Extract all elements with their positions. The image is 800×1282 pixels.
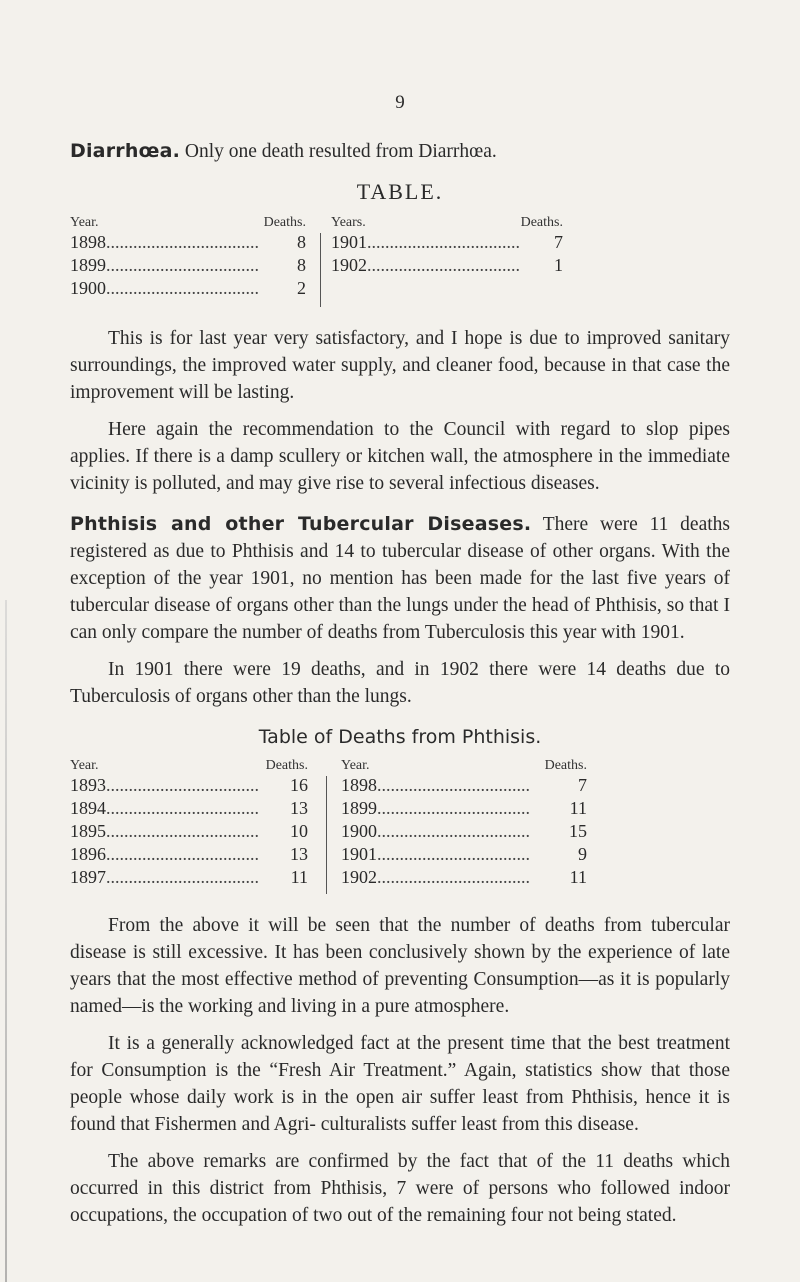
row-year: 1898 (341, 775, 377, 795)
diarrhoea-heading: Diarrhœa. (70, 140, 181, 162)
leader-dots: .................................. (377, 775, 530, 795)
table-row (341, 797, 587, 820)
row-year: 1901 (341, 844, 377, 864)
col-year-label: Year. (70, 758, 99, 773)
page-edge-shadow (5, 600, 7, 1282)
col-deaths-label: Deaths. (263, 215, 306, 230)
phthisis-table (70, 758, 730, 894)
row-deaths: 2 (297, 278, 306, 298)
row-year: 1900 (341, 821, 377, 841)
row-deaths: 8 (297, 232, 306, 252)
row-deaths: 8 (297, 255, 306, 275)
row-year: 1899 (341, 798, 377, 818)
table-row (70, 866, 308, 889)
row-year: 1894 (70, 798, 106, 818)
row-deaths: 13 (290, 844, 308, 864)
row-year: 1901 (331, 232, 367, 252)
table-row (341, 774, 587, 797)
row-deaths: 9 (578, 844, 587, 864)
row-year: 1902 (331, 255, 367, 275)
diarrhoea-intro (70, 138, 730, 165)
leader-dots: .................................. (106, 798, 259, 818)
row-year: 1900 (70, 278, 106, 298)
table-row (331, 254, 563, 277)
diarrhoea-intro-text: Only one death resulted from Diarrhœa. (184, 141, 497, 162)
table-row (70, 820, 308, 843)
row-year: 1899 (70, 255, 106, 275)
leader-dots: .................................. (106, 867, 259, 887)
table-row (70, 843, 308, 866)
row-deaths: 7 (578, 775, 587, 795)
leader-dots: .................................. (377, 867, 530, 887)
diarrhoea-table-left-col (70, 215, 320, 307)
row-deaths: 10 (290, 821, 308, 841)
table-row (70, 797, 308, 820)
row-year: 1902 (341, 867, 377, 887)
col-years-label: Years. (331, 215, 366, 230)
leader-dots: .................................. (367, 255, 520, 275)
leader-dots: .................................. (106, 775, 259, 795)
table-row (341, 820, 587, 843)
leader-dots: .................................. (106, 232, 259, 252)
leader-dots: .................................. (106, 278, 259, 298)
row-deaths: 15 (569, 821, 587, 841)
leader-dots: .................................. (367, 232, 520, 252)
row-deaths: 7 (554, 232, 563, 252)
table-row (331, 231, 563, 254)
leader-dots: .................................. (106, 821, 259, 841)
row-deaths: 11 (290, 867, 308, 887)
diarrhoea-table-right-col (321, 215, 563, 307)
diarrhoea-table (70, 215, 730, 307)
phthisis-table-title: Table of Deaths from Phthisis. (258, 726, 542, 748)
col-deaths-label: Deaths. (544, 758, 587, 773)
phthisis-left-col-head (70, 758, 308, 774)
col-year-label: Year. (341, 758, 370, 773)
row-year: 1895 (70, 821, 106, 841)
leader-dots: .................................. (106, 255, 259, 275)
row-year: 1898 (70, 232, 106, 252)
phthisis-heading: Phthisis and other Tubercular Diseases. (70, 513, 532, 535)
phthisis-intro (70, 511, 730, 646)
page-number: 9 (395, 92, 405, 113)
diarrhoea-table-title: TABLE. (356, 179, 444, 204)
row-year: 1896 (70, 844, 106, 864)
table-row (70, 231, 306, 254)
col-year-label: Year. (70, 215, 99, 230)
diarrhoea-left-col-head (70, 215, 306, 231)
table-row (341, 866, 587, 889)
leader-dots: .................................. (377, 821, 530, 841)
leader-dots: .................................. (106, 844, 259, 864)
col-deaths-label: Deaths. (520, 215, 563, 230)
diarrhoea-para-1: This is for last year very satisfactory, and I hope is due to improved sanitary surroundings, the improved water supply, and cleaner food, because in that case the improvement will be lasting. (70, 328, 730, 403)
row-deaths: 13 (290, 798, 308, 818)
phthisis-table-left-col (70, 758, 326, 894)
phthisis-para-1: In 1901 there were 19 deaths, and in 1902 there were 14 deaths due to Tuberculosis of organs other than the lungs. (70, 659, 730, 707)
row-deaths: 11 (569, 867, 587, 887)
phthisis-intro-text: There were 11 deaths registered as due to Phthisis and 14 to tubercular disease of other organs. With the exception of the year 1901, no mention has been made for the last five years of tubercular disease of organs other than the lungs under the head of Phthisis, so that I can only compare the number of deaths from Tuberculosis this year with 1901. (70, 514, 730, 643)
phthisis-para-3: It is a generally acknowledged fact at the present time that the best treatment for Consumption is the “Fresh Air Treatment.” Again, statistics show that those people whose daily work is in the open air suffer least from Phthisis, hence it is found that Fishermen and Agri- culturalists suffer least from this disease. (70, 1033, 730, 1135)
table-row (70, 277, 306, 300)
col-deaths-label: Deaths. (265, 758, 308, 773)
row-year: 1897 (70, 867, 106, 887)
diarrhoea-right-col-head (331, 215, 563, 231)
row-deaths: 1 (554, 255, 563, 275)
table-row (70, 774, 308, 797)
phthisis-table-right-col (327, 758, 587, 894)
phthisis-para-4: The above remarks are confirmed by the fact that of the 11 deaths which occurred in this district from Phthisis, 7 were of persons who followed indoor occupations, the occupation of two out of the remaining four not being stated. (70, 1151, 730, 1226)
row-deaths: 11 (569, 798, 587, 818)
table-row (70, 254, 306, 277)
page-content (70, 138, 730, 1229)
phthisis-para-2: From the above it will be seen that the number of deaths from tubercular disease is still excessive. It has been conclusively shown by the experience of late years that the most effective method of preventing Consumption—as it is popularly named—is the working and living in a pure atmosphere. (70, 915, 730, 1017)
row-year: 1893 (70, 775, 106, 795)
leader-dots: .................................. (377, 798, 530, 818)
leader-dots: .................................. (377, 844, 530, 864)
phthisis-right-col-head (341, 758, 587, 774)
diarrhoea-para-2: Here again the recommendation to the Council with regard to slop pipes applies. If there is a damp scullery or kitchen wall, the atmosphere in the immediate vicinity is polluted, and may give rise to several infectious diseases. (70, 419, 730, 494)
table-row (341, 843, 587, 866)
row-deaths: 16 (290, 775, 308, 795)
